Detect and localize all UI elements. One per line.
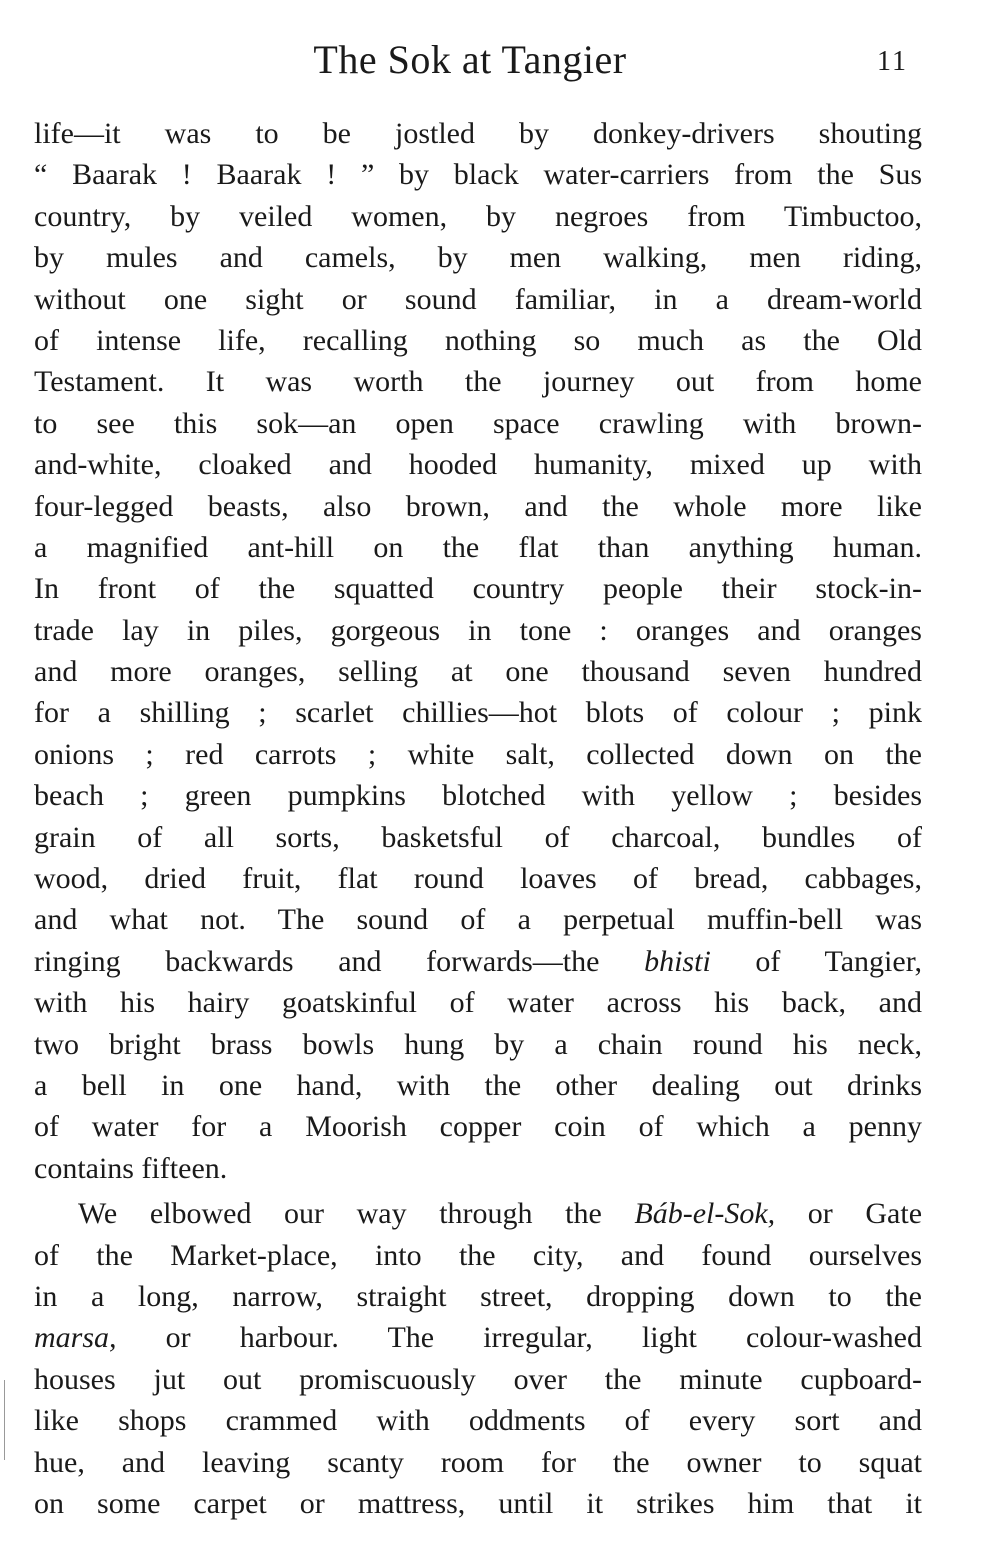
- text-line: of intense life, recalling nothing so much as the Old: [34, 323, 922, 357]
- italic-term-bhisti: bhisti: [644, 944, 711, 978]
- text-line: on some carpet or mattress, until it strikes him that it: [34, 1486, 922, 1520]
- text-line: In front of the squatted country people their stock-in-: [34, 572, 922, 606]
- text-line: a magnified ant-hill on the flat than anything human.: [34, 530, 922, 564]
- running-title: The Sok at Tangier: [313, 37, 627, 82]
- text-line: trade lay in piles, gorgeous in tone : oranges and oranges: [34, 613, 922, 647]
- page-number: 11: [877, 46, 908, 77]
- text-line: onions ; red carrots ; white salt, collected down on the: [34, 737, 922, 771]
- text-run: of Tangier,: [710, 944, 922, 978]
- italic-term-bab-el-sok: Báb-el-Sok,: [634, 1197, 776, 1231]
- text-line: a bell in one hand, with the other dealing out drinks: [34, 1068, 922, 1102]
- text-line: in a long, narrow, straight street, dropping down to the: [34, 1279, 922, 1313]
- text-line: [34, 1317, 922, 1358]
- text-run: or Gate: [775, 1197, 922, 1231]
- text-line: and more oranges, selling at one thousand seven hundred: [34, 655, 922, 689]
- body-text: [34, 113, 922, 1524]
- text-line: contains fifteen.: [34, 1151, 228, 1185]
- text-line: four-legged beasts, also brown, and the whole more like: [34, 489, 922, 523]
- running-header: [0, 30, 1000, 90]
- text-line: two bright brass bowls hung by a chain round his neck,: [34, 1027, 922, 1061]
- text-line: grain of all sorts, basketsful of charcoal, bundles of: [34, 820, 922, 854]
- text-line: by mules and camels, by men walking, men riding,: [34, 241, 922, 275]
- text-line: [34, 941, 922, 982]
- text-line: with his hairy goatskinful of water across his back, and: [34, 986, 922, 1020]
- text-line: of water for a Moorish copper coin of which a penny: [34, 1110, 922, 1144]
- text-line: and what not. The sound of a perpetual muffin-bell was: [34, 903, 922, 937]
- paragraph-2: [34, 1193, 922, 1524]
- text-line: of the Market-place, into the city, and found ourselves: [34, 1238, 922, 1272]
- text-line: like shops crammed with oddments of every sort and: [34, 1404, 922, 1438]
- text-line: country, by veiled women, by negroes from Timbuctoo,: [34, 199, 922, 233]
- text-run: We elbowed our way through the: [78, 1197, 635, 1231]
- text-line: to see this sok—an open space crawling with brown-: [34, 406, 922, 440]
- text-line: houses jut out promiscuously over the minute cupboard-: [34, 1362, 922, 1396]
- text-line: hue, and leaving scanty room for the owner to squat: [34, 1445, 922, 1479]
- paragraph-1: [34, 113, 922, 1189]
- text-line: for a shilling ; scarlet chillies—hot blots of colour ; pink: [34, 696, 922, 730]
- scan-edge-mark: [4, 1380, 5, 1460]
- text-line: and-white, cloaked and hooded humanity, mixed up with: [34, 448, 922, 482]
- text-line: Testament. It was worth the journey out from home: [34, 365, 922, 399]
- text-line: without one sight or sound familiar, in a dream-world: [34, 282, 922, 316]
- text-line: beach ; green pumpkins blotched with yellow ; besides: [34, 779, 922, 813]
- italic-term-marsa: marsa,: [34, 1321, 117, 1355]
- text-run: ringing backwards and forwards—the: [34, 944, 645, 978]
- text-line: wood, dried fruit, flat round loaves of bread, cabbages,: [34, 862, 922, 896]
- text-line: life—it was to be jostled by donkey-drivers shouting: [34, 117, 922, 150]
- text-line: [34, 1193, 922, 1234]
- text-line: “ Baarak ! Baarak ! ” by black water-carriers from the Sus: [34, 158, 922, 192]
- text-run: or harbour. The irregular, light colour-washed: [116, 1321, 922, 1355]
